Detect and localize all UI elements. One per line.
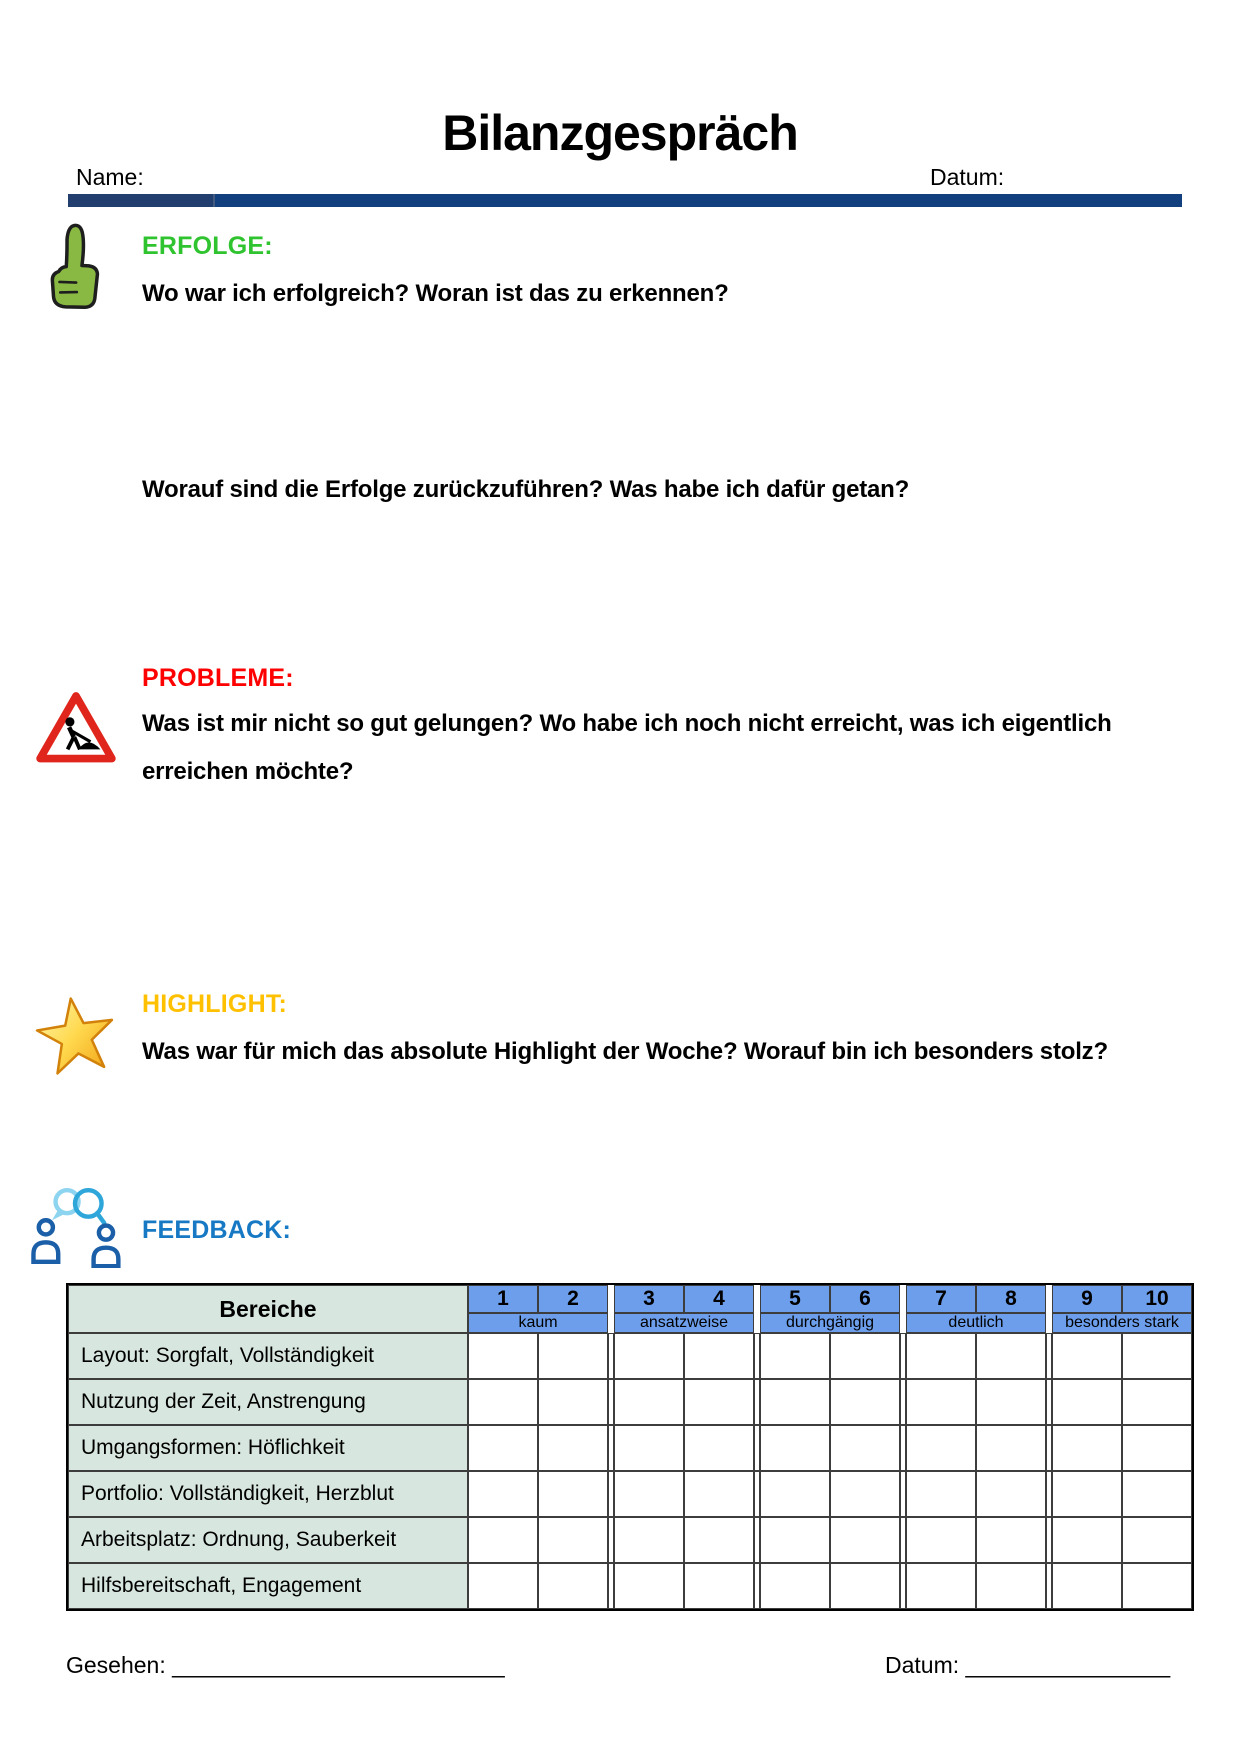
header-divider-bar	[68, 194, 1182, 207]
score-cell[interactable]	[976, 1425, 1046, 1471]
thumbs-up-icon	[36, 218, 114, 314]
scale-number: 2	[538, 1285, 608, 1313]
score-cell[interactable]	[830, 1379, 900, 1425]
score-cell[interactable]	[538, 1379, 608, 1425]
table-row-label: Layout: Sorgfalt, Vollständigkeit	[68, 1333, 468, 1379]
score-cell[interactable]	[684, 1333, 754, 1379]
score-cell[interactable]	[684, 1517, 754, 1563]
table-row-label: Portfolio: Vollständigkeit, Herzblut	[68, 1471, 468, 1517]
score-cell[interactable]	[468, 1563, 538, 1609]
score-cell[interactable]	[760, 1517, 830, 1563]
footer-date-label: Datum:	[885, 1652, 960, 1678]
score-cell[interactable]	[684, 1379, 754, 1425]
footer-date	[885, 1652, 1170, 1679]
score-cell[interactable]	[760, 1333, 830, 1379]
scale-number: 4	[684, 1285, 754, 1313]
score-cell[interactable]	[906, 1379, 976, 1425]
score-cell[interactable]	[684, 1425, 754, 1471]
score-cell[interactable]	[976, 1379, 1046, 1425]
table-row-label: Umgangsformen: Höflichkeit	[68, 1425, 468, 1471]
probleme-answer-area[interactable]	[142, 810, 1142, 970]
table-header-bereiche: Bereiche	[68, 1285, 468, 1333]
scale-number: 1	[468, 1285, 538, 1313]
footer-date-line[interactable]: ________________	[965, 1652, 1171, 1678]
feedback-table	[66, 1283, 1194, 1611]
scale-label: kaum	[468, 1313, 608, 1333]
score-cell[interactable]	[1052, 1333, 1122, 1379]
score-cell[interactable]	[1122, 1333, 1192, 1379]
score-cell[interactable]	[1122, 1517, 1192, 1563]
score-cell[interactable]	[906, 1425, 976, 1471]
highlight-question: Was war für mich das absolute Highlight der Woche? Worauf bin ich besonders stolz?	[142, 1038, 1108, 1065]
scale-number: 10	[1122, 1285, 1192, 1313]
score-cell[interactable]	[538, 1517, 608, 1563]
scale-number: 3	[614, 1285, 684, 1313]
score-cell[interactable]	[976, 1563, 1046, 1609]
score-cell[interactable]	[976, 1333, 1046, 1379]
highlight-heading: HIGHLIGHT:	[142, 990, 288, 1018]
scale-label: besonders stark	[1052, 1313, 1192, 1333]
score-cell[interactable]	[1052, 1563, 1122, 1609]
date-label: Datum:	[930, 164, 1005, 190]
construction-sign-icon	[34, 688, 118, 768]
score-cell[interactable]	[760, 1425, 830, 1471]
score-cell[interactable]	[614, 1563, 684, 1609]
erfolge-question-1: Wo war ich erfolgreich? Woran ist das zu erkennen?	[142, 280, 729, 307]
score-cell[interactable]	[614, 1333, 684, 1379]
score-cell[interactable]	[976, 1517, 1046, 1563]
scale-label: deutlich	[906, 1313, 1046, 1333]
page-title: Bilanzgespräch	[442, 105, 798, 161]
score-cell[interactable]	[760, 1379, 830, 1425]
feedback-heading: FEEDBACK:	[142, 1216, 292, 1244]
scale-label: ansatzweise	[614, 1313, 754, 1333]
seen-signature-line[interactable]: __________________________	[172, 1652, 505, 1678]
erfolge-question-2: Worauf sind die Erfolge zurückzuführen? Was habe ich dafür getan?	[142, 476, 910, 503]
probleme-heading: PROBLEME:	[142, 664, 294, 692]
score-cell[interactable]	[1122, 1425, 1192, 1471]
header-bar-right-segment	[215, 194, 1182, 207]
score-cell[interactable]	[684, 1563, 754, 1609]
score-cell[interactable]	[976, 1471, 1046, 1517]
table-row-label: Hilfsbereitschaft, Engagement	[68, 1563, 468, 1609]
table-row-label: Arbeitsplatz: Ordnung, Sauberkeit	[68, 1517, 468, 1563]
score-cell[interactable]	[1052, 1471, 1122, 1517]
score-cell[interactable]	[538, 1471, 608, 1517]
footer-seen	[66, 1652, 505, 1679]
name-label: Name:	[76, 164, 144, 190]
score-cell[interactable]	[614, 1379, 684, 1425]
score-cell[interactable]	[906, 1333, 976, 1379]
erfolge-heading: ERFOLGE:	[142, 232, 273, 260]
table-row-label: Nutzung der Zeit, Anstrengung	[68, 1379, 468, 1425]
score-cell[interactable]	[1122, 1379, 1192, 1425]
score-cell[interactable]	[614, 1425, 684, 1471]
score-cell[interactable]	[1052, 1425, 1122, 1471]
score-cell[interactable]	[614, 1471, 684, 1517]
star-icon	[34, 986, 118, 1086]
score-cell[interactable]	[1122, 1563, 1192, 1609]
score-cell[interactable]	[468, 1425, 538, 1471]
scale-number: 9	[1052, 1285, 1122, 1313]
seen-label: Gesehen:	[66, 1652, 166, 1678]
score-cell[interactable]	[614, 1517, 684, 1563]
score-cell[interactable]	[538, 1563, 608, 1609]
score-cell[interactable]	[468, 1517, 538, 1563]
score-cell[interactable]	[468, 1379, 538, 1425]
scale-number: 5	[760, 1285, 830, 1313]
score-cell[interactable]	[538, 1333, 608, 1379]
scale-number: 6	[830, 1285, 900, 1313]
score-cell[interactable]	[906, 1517, 976, 1563]
score-cell[interactable]	[906, 1471, 976, 1517]
score-cell[interactable]	[830, 1333, 900, 1379]
score-cell[interactable]	[830, 1425, 900, 1471]
erfolge-answer-area-2[interactable]	[142, 516, 1142, 646]
scale-number: 8	[976, 1285, 1046, 1313]
scale-label: durchgängig	[760, 1313, 900, 1333]
highlight-answer-area[interactable]	[142, 1080, 1142, 1175]
score-cell[interactable]	[830, 1471, 900, 1517]
score-cell[interactable]	[906, 1563, 976, 1609]
score-cell[interactable]	[760, 1563, 830, 1609]
score-cell[interactable]	[538, 1425, 608, 1471]
score-cell[interactable]	[830, 1563, 900, 1609]
scale-number: 7	[906, 1285, 976, 1313]
discussion-icon	[28, 1184, 130, 1268]
header-bar-left-segment	[68, 194, 213, 207]
score-cell[interactable]	[1052, 1379, 1122, 1425]
score-cell[interactable]	[468, 1471, 538, 1517]
score-cell[interactable]	[830, 1517, 900, 1563]
score-cell[interactable]	[1052, 1517, 1122, 1563]
score-cell[interactable]	[684, 1471, 754, 1517]
erfolge-answer-area-1[interactable]	[142, 320, 1142, 460]
score-cell[interactable]	[1122, 1471, 1192, 1517]
probleme-question: Was ist mir nicht so gut gelungen? Wo habe ich noch nicht erreicht, was ich eigentlich erreichen möchte?	[142, 710, 1112, 785]
score-cell[interactable]	[760, 1471, 830, 1517]
score-cell[interactable]	[468, 1333, 538, 1379]
